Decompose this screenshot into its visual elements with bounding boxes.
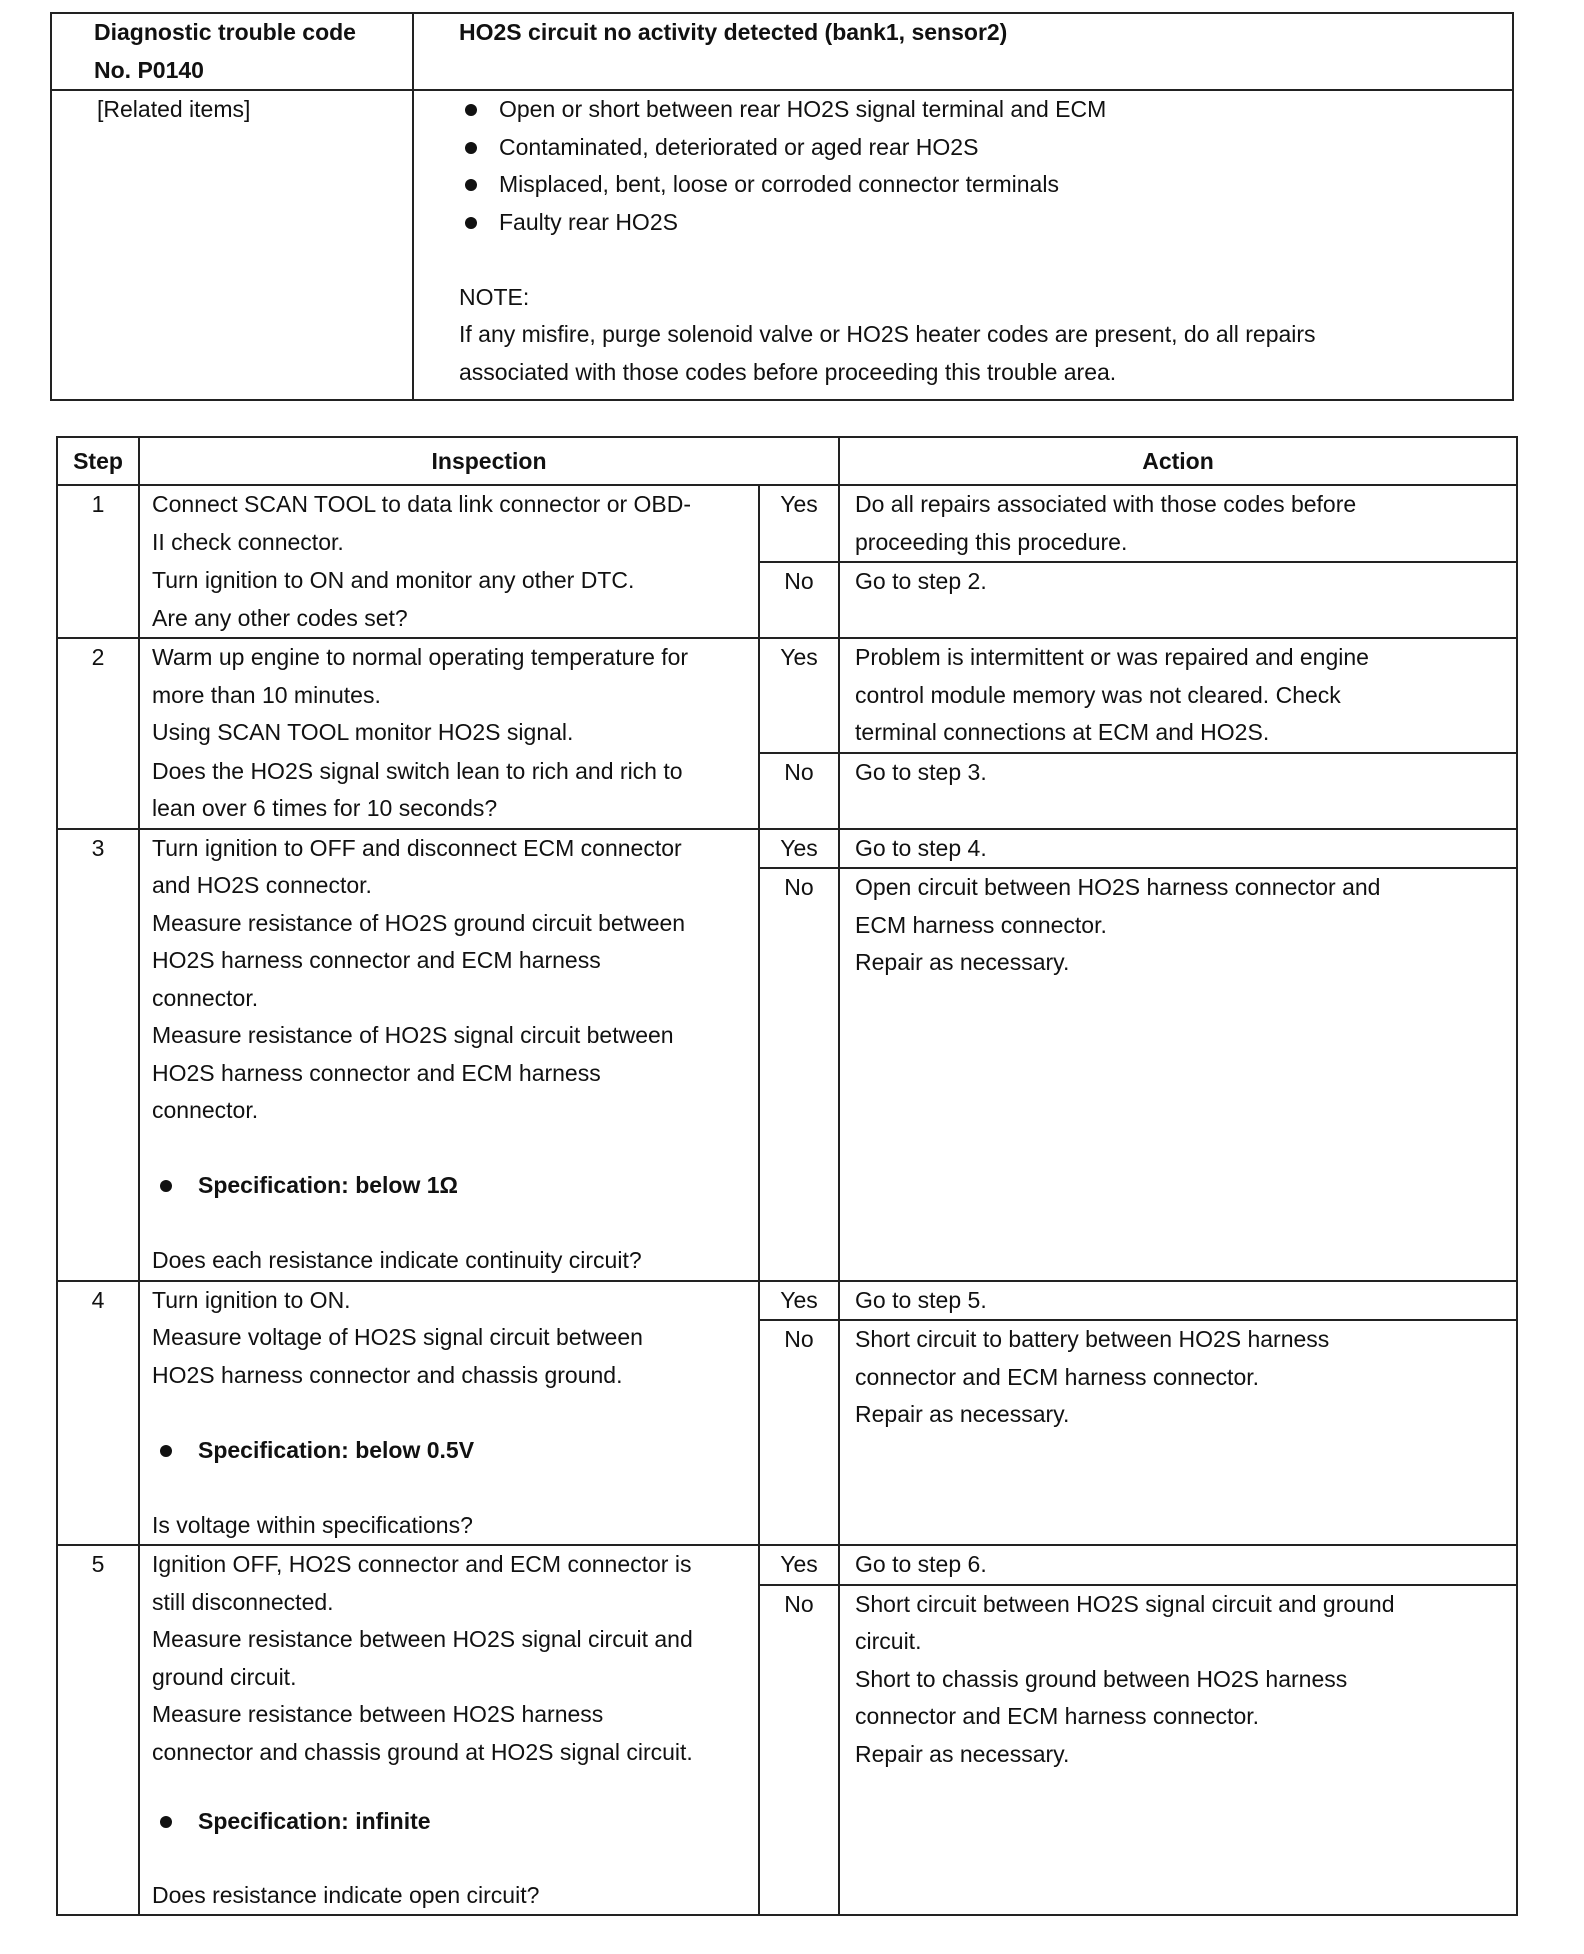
- table-row: [57, 562, 1517, 638]
- yes-label: Yes: [759, 638, 839, 753]
- inspection-text: Does the HO2S signal switch lean to rich and rich to lean over 6 times for 10 seconds?: [139, 753, 759, 829]
- dtc-title-cell: [413, 13, 1513, 90]
- related-label-cell: [51, 90, 413, 400]
- no-label: No: [759, 562, 839, 638]
- table-row: [57, 829, 1517, 869]
- specification: Specification: infinite: [152, 1803, 758, 1841]
- action-yes: Do all repairs associated with those codes before proceeding this procedure.: [839, 485, 1517, 562]
- action-no: Short circuit between HO2S signal circuit and ground circuit. Short to chassis ground between HO2S harness connector and ECM harness connector. Repair as necessary.: [839, 1585, 1517, 1916]
- action-no: Go to step 3.: [839, 753, 1517, 829]
- inspection-question: Is voltage within specifications?: [152, 1511, 473, 1538]
- note-text-line: If any misfire, purge solenoid valve or HO2S heater codes are present, do all repairs: [459, 321, 1316, 347]
- header-action: Action: [839, 437, 1517, 485]
- inspection-text: Turn ignition to ON and monitor any other DTC. Are any other codes set?: [139, 562, 759, 638]
- dtc-code-number: No. P0140: [94, 56, 204, 83]
- table-row: [57, 1281, 1517, 1321]
- bullet-icon: [465, 104, 477, 116]
- no-label: No: [759, 753, 839, 829]
- inspection-question: Does each resistance indicate continuity circuit?: [152, 1247, 642, 1273]
- table-row: [57, 638, 1517, 753]
- inspection-text: Turn ignition to ON. Measure voltage of HO2S signal circuit between HO2S harness connector and chassis ground. Specification: below 0.5V Is voltage within specifications?: [139, 1281, 759, 1546]
- note-text-line: associated with those codes before proceeding this trouble area.: [459, 358, 1117, 385]
- table-header-row: [57, 437, 1517, 485]
- specification: Specification: below 1Ω: [152, 1167, 758, 1205]
- action-no: Short circuit to battery between HO2S harness connector and ECM harness connector. Repair as necessary.: [839, 1320, 1517, 1545]
- specification: Specification: below 0.5V: [152, 1432, 758, 1470]
- note-label: NOTE:: [459, 283, 530, 310]
- header-step: Step: [57, 437, 139, 485]
- step-number: 3: [57, 829, 139, 1281]
- dtc-title-row: [51, 13, 1513, 90]
- inspection-text: Warm up engine to normal operating temperature for more than 10 minutes. Using SCAN TOOL monitor HO2S signal.: [139, 638, 759, 753]
- step-number: 4: [57, 1281, 139, 1546]
- related-item: Faulty rear HO2S: [459, 204, 1512, 242]
- dtc-header-table: [50, 12, 1514, 401]
- yes-label: Yes: [759, 485, 839, 562]
- dtc-code-label: Diagnostic trouble code: [94, 19, 356, 45]
- no-label: No: [759, 1320, 839, 1545]
- action-no: Open circuit between HO2S harness connector and ECM harness connector. Repair as necessary.: [839, 868, 1517, 1281]
- header-inspection: Inspection: [139, 437, 839, 485]
- related-items-label: [Related items]: [97, 96, 251, 122]
- yes-label: Yes: [759, 829, 839, 869]
- dtc-title: HO2S circuit no activity detected (bank1, sensor2): [459, 19, 1008, 45]
- bullet-icon: [160, 1180, 172, 1192]
- action-yes: Go to step 5.: [839, 1281, 1517, 1321]
- related-item: Open or short between rear HO2S signal terminal and ECM: [459, 91, 1512, 129]
- bullet-icon: [160, 1445, 172, 1457]
- bullet-icon: [160, 1816, 172, 1828]
- table-row: [57, 1545, 1517, 1585]
- yes-label: Yes: [759, 1545, 839, 1585]
- table-row: [57, 485, 1517, 562]
- inspection-question: Does resistance indicate open circuit?: [152, 1881, 540, 1908]
- action-no: Go to step 2.: [839, 562, 1517, 638]
- related-item: Misplaced, bent, loose or corroded connector terminals: [459, 166, 1512, 204]
- no-label: No: [759, 1585, 839, 1916]
- dtc-code-cell: [51, 13, 413, 90]
- action-yes: Problem is intermittent or was repaired and engine control module memory was not cleared. Check terminal connections at ECM and HO2S.: [839, 638, 1517, 753]
- inspection-text: Ignition OFF, HO2S connector and ECM connector is still disconnected. Measure resistance between HO2S signal circuit and ground circuit. Measure resistance between HO2S harness connector and chassis ground at HO2S signal circuit. Specification: infinite Does resistance indicate open circuit?: [139, 1545, 759, 1915]
- step-number: 1: [57, 485, 139, 638]
- action-yes: Go to step 4.: [839, 829, 1517, 869]
- inspection-steps-table: [56, 436, 1518, 1916]
- related-items-list: [459, 91, 1512, 241]
- table-row: [57, 753, 1517, 829]
- dtc-related-row: [51, 90, 1513, 400]
- related-items-cell: [413, 90, 1513, 400]
- bullet-icon: [465, 142, 477, 154]
- bullet-icon: [465, 179, 477, 191]
- related-item: Contaminated, deteriorated or aged rear HO2S: [459, 129, 1512, 167]
- action-yes: Go to step 6.: [839, 1545, 1517, 1585]
- inspection-text: Connect SCAN TOOL to data link connector or OBD- II check connector.: [139, 485, 759, 562]
- yes-label: Yes: [759, 1281, 839, 1321]
- step-number: 2: [57, 638, 139, 829]
- no-label: No: [759, 868, 839, 1281]
- step-number: 5: [57, 1545, 139, 1915]
- bullet-icon: [465, 217, 477, 229]
- inspection-text: Turn ignition to OFF and disconnect ECM connector and HO2S connector. Measure resistance of HO2S ground circuit between HO2S harness connector and ECM harness connector. Measure resistance of HO2S signal circuit between HO2S harness connector and ECM harness connector. Specification: below 1Ω Does each resistance indicate continuity circuit?: [139, 829, 759, 1281]
